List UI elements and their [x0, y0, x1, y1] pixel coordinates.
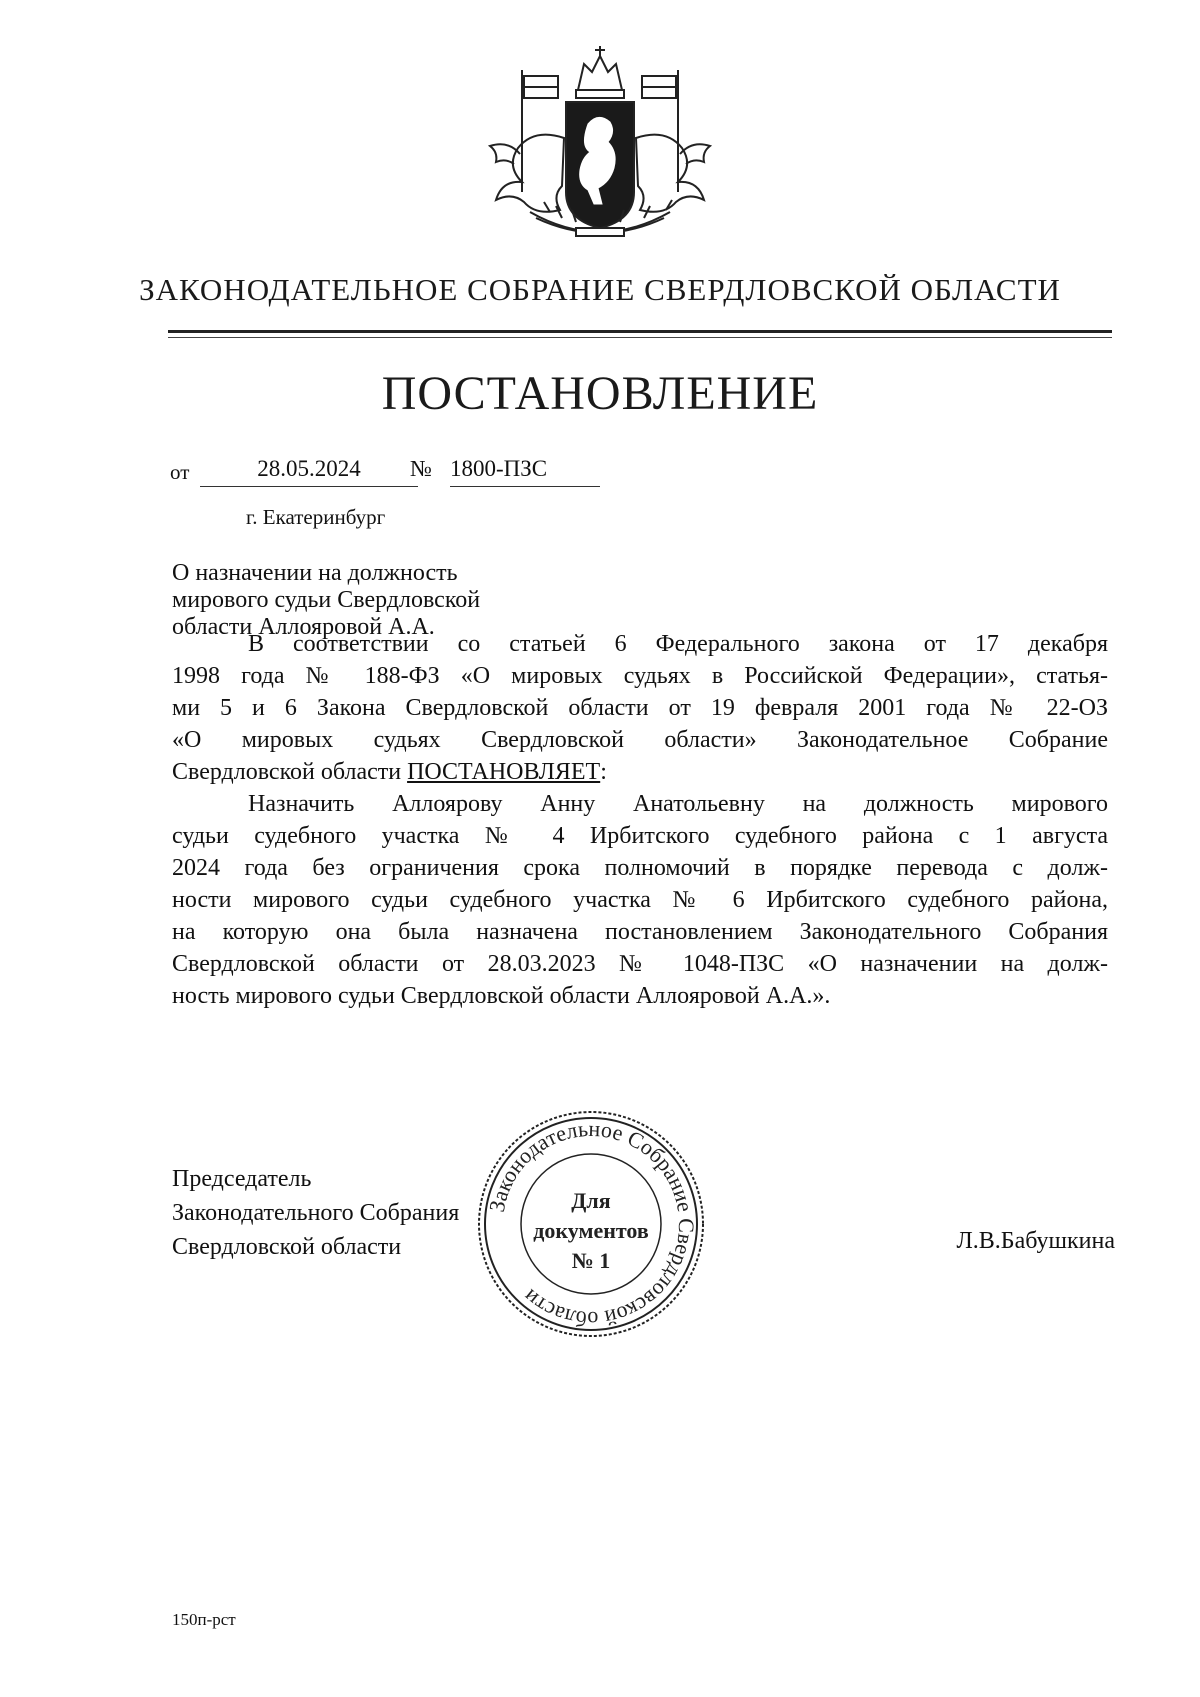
paragraph-line: Свердловской области от 28.03.2023 № 1048-ПЗС «О назначении на долж- [172, 951, 1108, 977]
signer-name: Л.В.Бабушкина [956, 1228, 1115, 1254]
signature-position-line: Свердловской области [172, 1234, 402, 1260]
paragraph-line [172, 756, 1108, 788]
paragraph-line: на которую она была назначена постановлением Законодательного Собрания [172, 919, 1108, 945]
footer-code: 150п-рст [172, 1610, 236, 1629]
document-number: 1800-ПЗС [450, 456, 548, 481]
paragraph-text: Свердловской области [172, 759, 408, 785]
document-date: 28.05.2024 [257, 456, 361, 481]
signature-position-line: Председатель [172, 1166, 312, 1192]
paragraph-line: В соответствии со статьей 6 Федерального закона от 17 декабря [248, 631, 1108, 657]
paragraph-text: : [600, 759, 607, 785]
paragraph-line: ность мирового судьи Свердловской области Аллояровой А.А.». [172, 983, 831, 1009]
decision-word: ПОСТАНОВЛЯЕТ [407, 759, 601, 785]
paragraph-line: ми 5 и 6 Закона Свердловской области от 19 февраля 2001 года № 22-ОЗ [172, 695, 1108, 721]
document-meta-row [170, 456, 670, 490]
paragraph-line: судьи судебного участка № 4 Ирбитского судебного района с 1 августа [172, 823, 1108, 849]
subject-line: О назначении на должность [172, 560, 458, 586]
paragraph-line: Назначить Аллоярову Анну Анатольевну на должность мирового [248, 791, 1108, 817]
document-city: г. Екатеринбург [246, 505, 386, 529]
paragraph-line: ности мирового судьи судебного участка № 6 Ирбитского судебного района, [172, 887, 1108, 913]
header-divider-thick [168, 330, 1112, 333]
body-paragraph-basis [172, 628, 1108, 788]
paragraph-line: «О мировых судьях Свердловской области» Законодательное Собрание [172, 727, 1108, 753]
body-paragraph-decision [172, 788, 1108, 1012]
subject-line: области Аллояровой А.А. [172, 614, 435, 640]
header-divider-thin [168, 337, 1112, 338]
seal-center-line: документов [533, 1218, 649, 1243]
paragraph-line: 1998 года № 188-ФЗ «О мировых судьях в Российской Федерации», статья- [172, 663, 1108, 689]
number-label: № [410, 456, 432, 481]
official-seal-stamp [475, 1108, 707, 1340]
organization-name: ЗАКОНОДАТЕЛЬНОЕ СОБРАНИЕ СВЕРДЛОВСКОЙ ОБЛАСТИ [139, 272, 1061, 307]
number-underline [450, 486, 600, 487]
subject-line: мирового судьи Свердловской [172, 587, 481, 613]
seal-ring-text: Законодательное Собрание Свердловской области [483, 1115, 700, 1333]
paragraph-line: 2024 года без ограничения срока полномочий в порядке перевода с долж- [172, 855, 1108, 881]
date-underline [200, 486, 418, 487]
signature-position-line: Законодательного Собрания [172, 1200, 460, 1226]
document-type-title: ПОСТАНОВЛЕНИЕ [381, 367, 819, 420]
signature-position [172, 1162, 459, 1264]
seal-center-line: № 1 [571, 1248, 611, 1273]
date-label: от [170, 460, 190, 484]
coat-of-arms-emblem [480, 42, 720, 252]
seal-center-line: Для [571, 1188, 611, 1213]
